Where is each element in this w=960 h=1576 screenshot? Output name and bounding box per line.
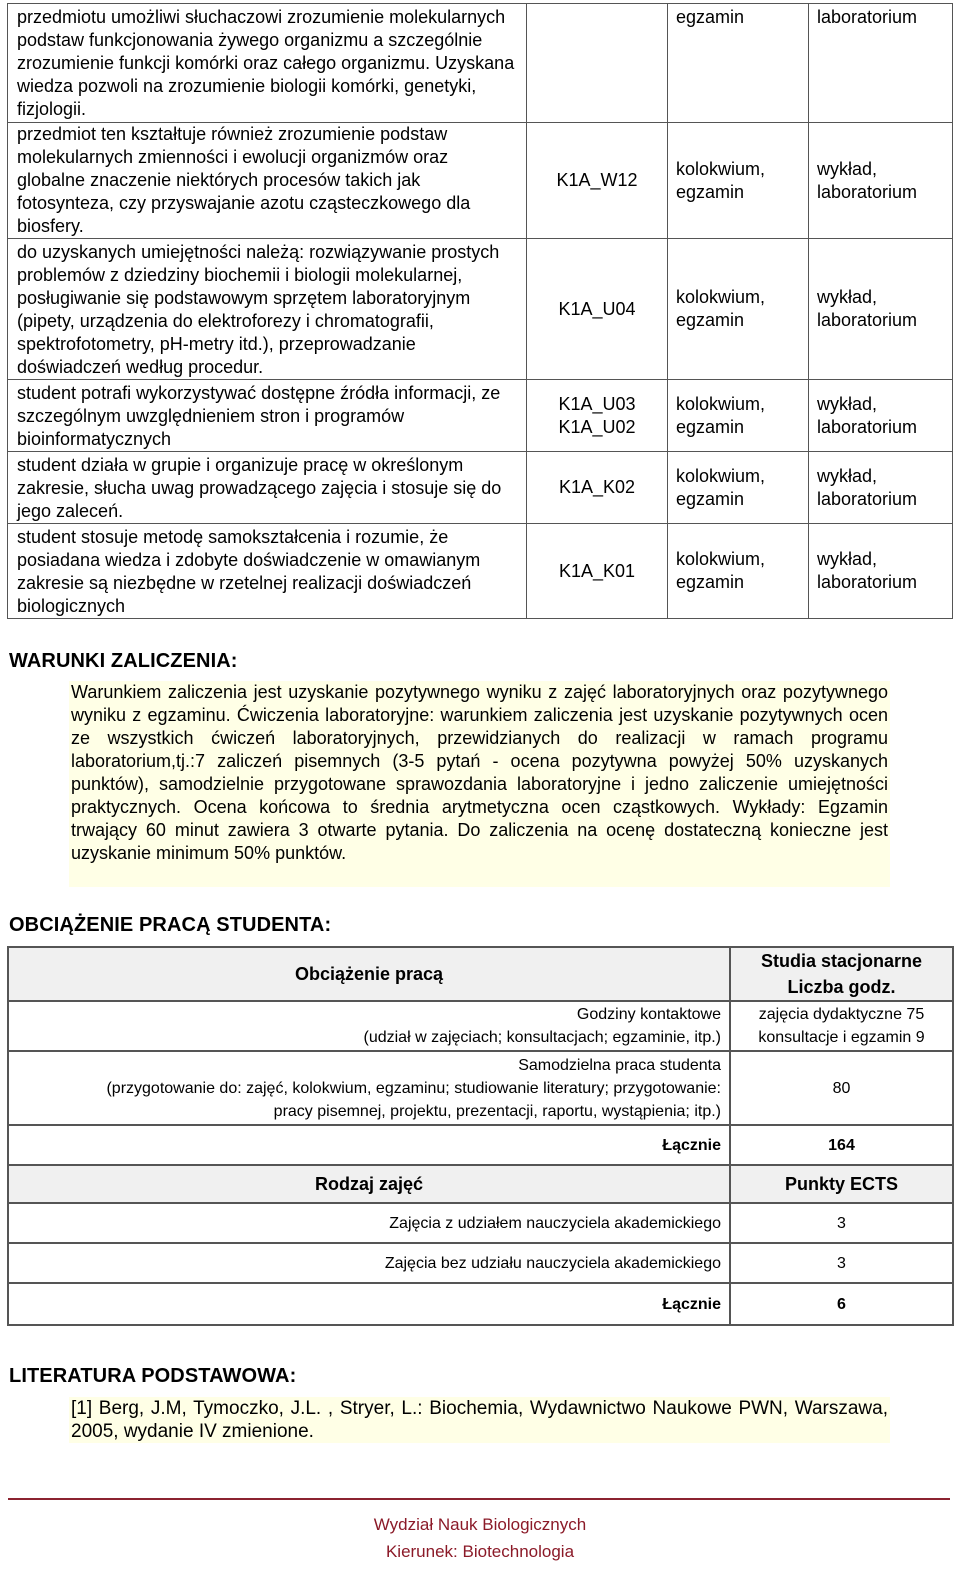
contact-hours-note: (udział w zajęciach; konsultacjach; egzaminie, itp.) [363, 1029, 721, 1046]
footer-divider [8, 1498, 950, 1500]
outcome-code: K1A_U04 [527, 239, 668, 380]
workload-table [7, 946, 954, 1326]
verification-method: kolokwium, egzamin [668, 123, 809, 239]
outcome-code [527, 4, 668, 123]
table-row [8, 1125, 953, 1165]
table-row [8, 1283, 953, 1325]
section-heading-warunki: WARUNKI ZALICZENIA: [9, 650, 238, 672]
without-teacher-label: Zajęcia bez udziału nauczyciela akademickiego [8, 1243, 730, 1283]
ects-total-value: 6 [730, 1283, 953, 1325]
workload-header: Obciążenie pracą [8, 947, 730, 1001]
outcome-description: student działa w grupie i organizuje pracę w określonym zakresie, słucha uwag prowadzącego zajęcia i stosuje się do jego zaleceń. [8, 452, 527, 524]
verification-method: kolokwium, egzamin [668, 452, 809, 524]
literatura-text-box: [1] Berg, J.M, Tymoczko, J.L. , Stryer, L.: Biochemia, Wydawnictwo Naukowe PWN, Warszawa, 2005, wydanie IV zmienione. [71, 1398, 888, 1442]
outcome-description: student potrafi wykorzystywać dostępne źródła informacji, ze szczególnym uwzględnieniem stron i programów bioinformatycznych [8, 380, 527, 452]
verification-method: kolokwium, egzamin [668, 380, 809, 452]
contact-hours-value [730, 1001, 953, 1051]
footer-faculty: Wydział Nauk Biologicznych [373, 1515, 587, 1534]
outcome-description: przedmiot ten kształtuje również zrozumienie podstaw molekularnych zmienności i ewolucji organizmów oraz globalne znaczenie niektórych procesów takich jak fotosynteza, czy przyswajanie azotu cząsteczkowego dla biosfery. [8, 123, 527, 239]
learning-outcomes-table [7, 3, 953, 619]
ects-total-label: Łącznie [8, 1283, 730, 1325]
table-row [8, 380, 953, 452]
ects-header: Punkty ECTS [730, 1165, 953, 1203]
verification-method: egzamin [668, 4, 809, 123]
table-row [8, 1001, 953, 1051]
footer-field: Kierunek: Biotechnologia [385, 1542, 575, 1561]
outcome-description: przedmiotu umożliwi słuchaczowi zrozumienie molekularnych podstaw funkcjonowania żywego organizmu a szczególnie zrozumienie funkcji komórki oraz całego organizmu. Uzyskana wiedza pozwoli na zrozumienie biologii komórki, genetyki, fizjologii. [8, 4, 527, 123]
class-form: wykład, laboratorium [809, 239, 953, 380]
hours-header-line2: Liczba godz. [787, 977, 896, 997]
section-heading-obciazenie: OBCIĄŻENIE PRACĄ STUDENTA: [9, 914, 332, 936]
verification-method: kolokwium, egzamin [668, 239, 809, 380]
contact-hours-label [8, 1001, 730, 1051]
outcome-description: do uzyskanych umiejętności należą: rozwiązywanie prostych problemów z dziedziny biochemii i biologii molekularnej, posługiwanie się podstawowym sprzętem laboratoryjnym (pipety, urządzenia do elektroforezy i chromatografii, spektrofotometry, pH-metry itd.), przeprowadzanie doświadczeń według procedur. [8, 239, 527, 380]
table-row [8, 4, 953, 123]
class-form: wykład, laboratorium [809, 524, 953, 619]
contact-hours-title: Godziny kontaktowe [576, 1006, 721, 1023]
table-row [8, 1203, 953, 1243]
table-row [8, 1165, 953, 1203]
hours-total-value: 164 [730, 1125, 953, 1165]
outcome-code: K1A_U03 K1A_U02 [527, 380, 668, 452]
table-row [8, 524, 953, 619]
outcome-code: K1A_K02 [527, 452, 668, 524]
hours-header-line1: Studia stacjonarne [760, 951, 923, 971]
hours-header [730, 947, 953, 1001]
without-teacher-value: 3 [730, 1243, 953, 1283]
table-row [8, 239, 953, 380]
self-study-note-2: pracy pisemnej, projektu, prezentacji, raportu, wystąpienia; itp.) [273, 1102, 721, 1120]
class-form: wykład, laboratorium [809, 123, 953, 239]
self-study-title: Samodzielna praca studenta [518, 1056, 721, 1074]
table-row [8, 1243, 953, 1283]
table-row [8, 123, 953, 239]
class-form: wykład, laboratorium [809, 452, 953, 524]
with-teacher-label: Zajęcia z udziałem nauczyciela akademickiego [8, 1203, 730, 1243]
outcome-code: K1A_K01 [527, 524, 668, 619]
hours-total-label: Łącznie [8, 1125, 730, 1165]
table-row [8, 1051, 953, 1125]
table-row [8, 452, 953, 524]
class-type-header: Rodzaj zajęć [8, 1165, 730, 1203]
table-row [8, 947, 953, 1001]
warunki-text-box: Warunkiem zaliczenia jest uzyskanie pozytywnego wyniku z zajęć laboratoryjnych oraz pozytywnego wyniku z egzaminu. Ćwiczenia laboratoryjne: warunkiem zaliczenia jest uzyskanie pozytywnych ocen ze wszystkich ćwiczeń laboratoryjnych, przewidzianych do realizacji w ramach programu laboratorium,tj.:7 zaliczeń pisemnych (3-5 pytań - ocena pozytywna powyżej 50% uzyskanych punktów), samodzielnie przygotowane sprawozdania laboratoryjne i jedno zaliczenie umiejętności praktycznych. Ocena końcowa to średnia arytmetyczna ocen cząstkowych. Wykłady: Egzamin trwający 60 minut zawiera 3 otwarte pytania. Do zaliczenia na ocenę dostateczną konieczne jest uzyskanie minimum 50% punktów. [69, 681, 890, 887]
contact-hours-classes: zajęcia dydaktyczne 75 [758, 1006, 925, 1023]
outcome-description: student stosuje metodę samokształcenia i rozumie, że posiadana wiedza i zdobyte doświadczenie w omawianym zakresie są niezbędne w rzetelnej realizacji doświadczeń biologicznych [8, 524, 527, 619]
class-form: laboratorium [809, 4, 953, 123]
self-study-note-1: (przygotowanie do: zajęć, kolokwium, egzaminu; studiowanie literatury; przygotowanie: [106, 1079, 721, 1097]
outcome-code: K1A_W12 [527, 123, 668, 239]
verification-method: kolokwium, egzamin [668, 524, 809, 619]
contact-hours-consult: konsultacje i egzamin 9 [758, 1029, 925, 1046]
section-heading-literatura: LITERATURA PODSTAWOWA: [9, 1365, 297, 1387]
self-study-label [8, 1051, 730, 1125]
with-teacher-value: 3 [730, 1203, 953, 1243]
self-study-value: 80 [730, 1051, 953, 1125]
class-form: wykład, laboratorium [809, 380, 953, 452]
